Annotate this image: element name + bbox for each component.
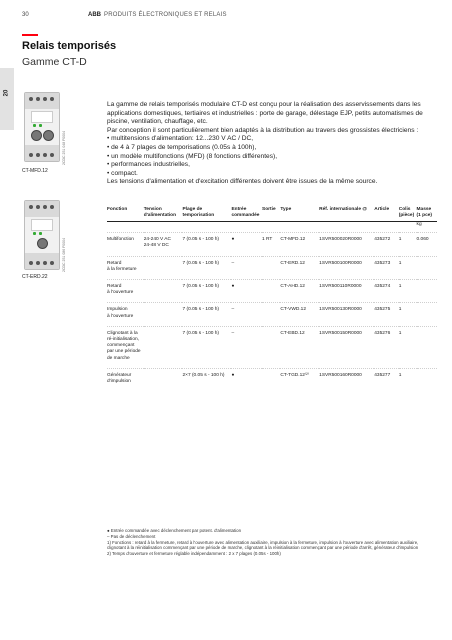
table-cell: 1 — [398, 372, 402, 378]
table-row — [107, 368, 437, 391]
table-row — [107, 326, 437, 368]
table-cell — [144, 256, 183, 279]
relay-image-ct-mfd — [24, 92, 60, 162]
table-cell — [417, 256, 437, 279]
image-code-2: 2CDC 251 086 F0004 — [62, 237, 66, 272]
column-header: Colis (pièce) — [398, 207, 415, 218]
footnote-1: 1) Fonctions : retard à la fermeture, retard à l'ouverture avec alimentation auxiliaire, impulsion à la fermeture, impulsion à l'ouverture avec alimentation auxiliaire, clignotant à la réinitialisation commençant par une période de marche, clignotant à la réinitialisation commençant par une période d'arrêt, générateur d'impulsion — [107, 539, 419, 551]
unit-cell — [144, 222, 183, 233]
footnote-legend-filled: ● Entrée commandée avec déclenchement par potent. d'alimentation — [107, 528, 242, 533]
table-cell — [262, 303, 280, 326]
column-header: Plage de temporisation — [182, 207, 215, 218]
table-cell: Générateur d'impulsion — [107, 372, 132, 385]
unit-row — [107, 222, 437, 233]
table-cell: 7 (0.05 s - 100 h) — [182, 284, 220, 290]
table-cell — [262, 256, 280, 279]
unit-cell — [374, 222, 398, 233]
table-cell: CT-MFD.12 — [280, 237, 306, 243]
unit-cell — [399, 222, 417, 233]
table-cell — [144, 303, 183, 326]
table-cell: 435272 — [374, 237, 391, 243]
page-title: Relais temporisés — [22, 40, 117, 52]
table-cell: 1SVR500110R0000 — [319, 284, 362, 290]
table-cell: CT-TGD.12⁽²⁾ — [280, 372, 309, 378]
table-cell: Retard à l'ouverture — [107, 284, 134, 296]
intro-paragraph-3: Les tensions d'alimentation et d'excitation différentes doivent être issues de la même source. — [107, 178, 378, 186]
table-cell: CT-VWD.12 — [280, 307, 306, 313]
table-cell: 7 (0.05 s - 100 h) — [182, 307, 220, 313]
column-header: Type — [280, 207, 292, 212]
image-caption-2: CT-ERD.22 — [22, 274, 48, 280]
table-cell — [417, 303, 437, 326]
table-cell — [262, 368, 280, 391]
table-cell: 1 — [398, 260, 402, 266]
table-cell: Clignotant à la ré-initialisation, commençant par une période de marche — [107, 330, 141, 361]
table-cell — [144, 368, 183, 391]
footnote-legend-dash: – Pas de déclenchement — [107, 533, 156, 539]
table-row — [107, 233, 437, 256]
column-header: Tension d'alimentation — [143, 207, 177, 218]
image-code-1: 2CDC 251 048 F0004 — [62, 130, 66, 165]
brand-logo: ABB — [88, 12, 101, 18]
table-cell: CT-ERD.12 — [280, 260, 305, 266]
table-cell: 7 (0.05 s - 100 h) — [182, 237, 220, 243]
feature-item: • compact. — [107, 170, 427, 179]
feature-item: • multitensions d'alimentation: 12...230 V AC / DC, — [107, 135, 427, 144]
column-header: Sortie — [262, 207, 276, 212]
table-cell: – — [231, 260, 235, 266]
intro-paragraph-2: Par conception il sont particulièrement bien adaptés à la distribution au travers des grossistes électriciens : — [107, 126, 419, 134]
table-cell — [144, 280, 183, 303]
relay-image-ct-erd — [24, 200, 60, 270]
accent-bar — [22, 34, 38, 36]
column-header: Article — [374, 207, 390, 212]
table-cell — [262, 280, 280, 303]
table-row — [107, 256, 437, 279]
table-cell — [417, 326, 437, 368]
table-cell: 1SVR500020R0000 — [319, 237, 362, 243]
column-header: Entrée commandée — [231, 207, 260, 218]
table-cell: 7 (0.05 s - 100 h) — [182, 330, 220, 336]
table-cell: CT-AHD.12 — [280, 284, 305, 290]
image-caption-1: CT-MFD.12 — [22, 168, 48, 174]
column-header: Masse (1 pce) — [416, 207, 433, 218]
table-cell: 1SVR500100R0000 — [319, 260, 362, 266]
footnote-2: 2) Temps d'ouverture et fermeture réglable indépendamment : 2 x 7 plages (0.05s - 100h) — [107, 551, 281, 557]
unit-cell — [182, 222, 231, 233]
feature-list — [107, 135, 427, 178]
table-row — [107, 280, 437, 303]
chapter-tab — [0, 68, 14, 130]
table-cell: Multifonction — [107, 237, 134, 243]
table-cell — [417, 368, 437, 391]
table-cell: 2×7 (0.05 s - 100 h) — [182, 372, 225, 378]
unit-cell — [262, 222, 280, 233]
table-cell: 1SVR500150R0000 — [319, 330, 362, 336]
table-cell: 1 — [398, 330, 402, 336]
page-subtitle: Gamme CT-D — [22, 56, 87, 68]
table-cell: 7 (0.05 s - 100 h) — [182, 260, 220, 266]
intro-paragraph-1: La gamme de relais temporisés modulaire CT-D est conçu pour la réalisation des asservissements dans les applications domestiques, tertiaires et industrielles : porte de garage, délestage EJP, petits automatismes de piscine, ventilation, chauffage, etc. — [107, 101, 423, 126]
table-cell: 1SVR500130R0000 — [319, 307, 362, 313]
table-cell: – — [231, 307, 235, 313]
table-cell: 435277 — [374, 372, 391, 378]
table-cell: Retard à la fermeture — [107, 260, 137, 272]
unit-cell — [107, 222, 144, 233]
table-cell: 1 — [398, 307, 402, 313]
table-cell — [417, 280, 437, 303]
table-cell: ● — [231, 372, 235, 378]
column-header: Réf. internationale @ — [319, 207, 368, 212]
section-title: PRODUITS ÉLECTRONIQUES ET RELAIS — [104, 12, 227, 18]
table-cell: 435273 — [374, 260, 391, 266]
table-cell: 1SVR500160R0000 — [319, 372, 362, 378]
product-table — [107, 207, 437, 391]
table-cell: 0.060 — [416, 237, 429, 243]
chapter-number: 20 — [3, 89, 10, 97]
table-cell: Impulsion à l'ouverture — [107, 307, 134, 319]
unit-cell: kg — [416, 222, 422, 227]
table-row — [107, 303, 437, 326]
table-cell: 1 — [398, 284, 402, 290]
table-cell: 1 — [398, 237, 402, 243]
table-cell: 1 RT — [262, 237, 273, 243]
table-cell: 435275 — [374, 307, 391, 313]
unit-cell — [280, 222, 319, 233]
table-cell — [144, 326, 183, 368]
feature-item: • de 4 à 7 plages de temporisations (0.05s à 100h), — [107, 144, 427, 153]
feature-item: • performances industrielles, — [107, 161, 427, 170]
table-cell: ● — [231, 237, 235, 243]
unit-cell — [231, 222, 262, 233]
table-header-row — [107, 207, 437, 222]
table-cell: 435274 — [374, 284, 391, 290]
column-header: Fonction — [107, 207, 128, 212]
intro-text — [107, 101, 427, 187]
table-cell — [262, 326, 280, 368]
table-cell: ● — [231, 284, 235, 290]
table-cell: 24-240 V AC 24-48 V DC — [143, 237, 171, 249]
page-number: 30 — [22, 12, 29, 18]
footnotes — [107, 528, 437, 557]
table-cell: – — [231, 330, 235, 336]
feature-item: • un modèle multifonctions (MFD) (8 fonctions différentes), — [107, 153, 427, 162]
unit-cell — [319, 222, 374, 233]
table-cell: CT-EBD.12 — [280, 330, 305, 336]
table-cell: 435276 — [374, 330, 391, 336]
